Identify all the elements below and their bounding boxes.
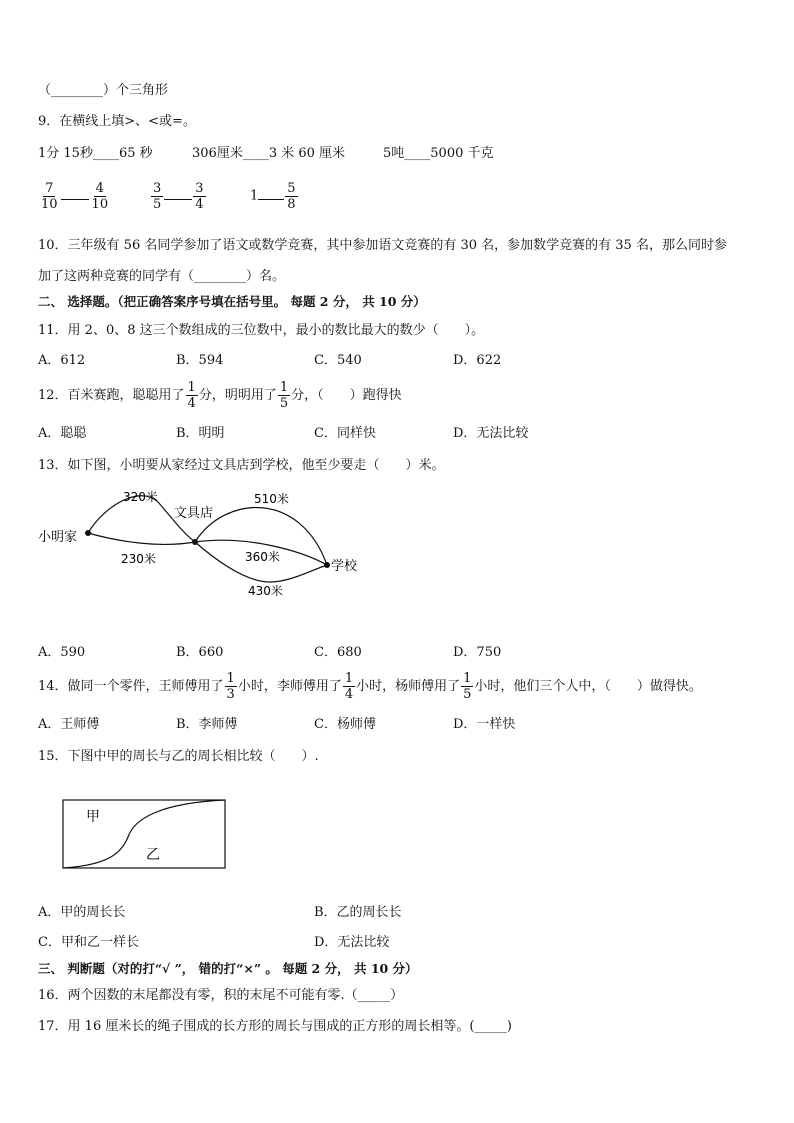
q15-option-a[interactable]: A．甲的周长长 — [38, 905, 126, 920]
numerator: 1 — [187, 380, 196, 395]
route-home-store-lower — [88, 533, 195, 544]
denominator: 8 — [287, 197, 296, 212]
q9-fraction-compare-c — [250, 181, 299, 212]
distance-label-360: 360米 — [245, 550, 280, 564]
store-point — [192, 539, 198, 545]
school-label: 学校 — [331, 559, 358, 574]
q9-item-1: 1分 15秒____65 秒 — [38, 146, 153, 161]
q15-option-d[interactable]: D．无法比较 — [314, 935, 390, 950]
q14-text-mid-1: 小时，李师傅用了 — [237, 679, 342, 694]
numerator: 1 — [226, 671, 235, 686]
fraction — [343, 671, 355, 702]
distance-label-320: 320米 — [123, 490, 158, 504]
q13-option-c[interactable]: C．680 — [314, 645, 362, 660]
q11-option-a[interactable]: A．612 — [38, 353, 86, 368]
q14-option-b[interactable]: B．李师傅 — [176, 717, 238, 732]
denominator: 4 — [195, 197, 204, 212]
denominator: 10 — [91, 197, 109, 212]
section-2-heading: 二、 选择题。（把正确答案序号填在括号里。 每题 2 分， 共 10 分） — [38, 294, 426, 309]
numerator: 4 — [95, 181, 104, 196]
answer-blank[interactable] — [164, 199, 192, 200]
store-label: 文具店 — [174, 506, 214, 521]
denominator: 5 — [279, 396, 289, 411]
q15-option-c[interactable]: C．甲和乙一样长 — [38, 935, 139, 950]
fraction — [151, 181, 163, 212]
fraction — [90, 181, 111, 212]
q14-option-c[interactable]: C．杨师傅 — [314, 717, 376, 732]
q13-option-b[interactable]: B．660 — [176, 645, 224, 660]
q12-option-c[interactable]: C．同样快 — [314, 426, 376, 441]
numerator: 1 — [279, 380, 289, 395]
q12-text-mid: 分，明明用了 — [198, 388, 277, 403]
q16-statement: 16．两个因数的末尾都没有零，积的末尾不可能有零.（_____） — [38, 988, 404, 1003]
q11-stem: 11．用 2、0、8 这三个数组成的三位数中，最小的数比最大的数少（ ）。 — [38, 323, 485, 338]
numerator: 5 — [287, 181, 296, 196]
q14-text-pre: 14．做同一个零件，王师傅用了 — [38, 679, 224, 694]
q9-item-2: 306厘米____3 米 60 厘米 — [192, 146, 346, 161]
numerator: 3 — [153, 181, 162, 196]
q9-fraction-compare-b — [150, 181, 207, 212]
distance-label-510: 510米 — [254, 492, 289, 506]
q9-item-3: 5吨____5000 千克 — [383, 146, 494, 161]
q12-option-b[interactable]: B．明明 — [176, 426, 225, 441]
answer-blank[interactable] — [258, 199, 284, 200]
numerator: 7 — [45, 181, 54, 196]
q12-text-pre: 12．百米赛跑，聪聪用了 — [38, 388, 185, 403]
fraction — [278, 380, 290, 411]
whole-number: 1 — [250, 188, 259, 204]
q9-stem: 9．在横线上填>、<或=。 — [38, 114, 196, 129]
fraction — [285, 181, 297, 212]
q15-option-b[interactable]: B．乙的周长长 — [314, 905, 402, 920]
q15-figure — [60, 797, 230, 873]
q13-option-d[interactable]: D．750 — [453, 645, 502, 660]
denominator: 5 — [153, 197, 162, 212]
q14-stem — [38, 671, 702, 702]
fraction — [193, 181, 205, 212]
numerator: 1 — [463, 671, 472, 686]
denominator: 10 — [41, 197, 58, 212]
home-point — [85, 530, 91, 536]
q12-option-a[interactable]: A．聪聪 — [38, 426, 87, 441]
q12-stem — [38, 380, 402, 411]
denominator: 4 — [344, 687, 354, 702]
school-point — [324, 562, 330, 568]
denominator: 3 — [226, 687, 235, 702]
q13-route-diagram — [0, 480, 400, 610]
q13-stem: 13．如下图，小明要从家经过文具店到学校，他至少要走（ ）米。 — [38, 458, 445, 473]
denominator: 5 — [463, 687, 472, 702]
section-3-heading: 三、 判断题（对的打“√ ”， 错的打“×” 。 每题 2 分， 共 10 分） — [38, 961, 418, 976]
region-jia-label: 甲 — [86, 809, 100, 825]
q14-text-mid-2: 小时，杨师傅用了 — [356, 679, 461, 694]
q12-text-post: 分，（ ）跑得快 — [291, 388, 402, 403]
q11-option-c[interactable]: C．540 — [314, 353, 362, 368]
denominator: 4 — [187, 396, 196, 411]
q9-fraction-compare-a — [38, 181, 111, 212]
q14-option-a[interactable]: A．王师傅 — [38, 717, 100, 732]
q14-text-post: 小时，他们三个人中，（ ）做得快。 — [474, 679, 702, 694]
q12-option-d[interactable]: D．无法比较 — [453, 426, 529, 441]
q11-option-d[interactable]: D．622 — [453, 353, 502, 368]
fraction — [225, 671, 237, 702]
distance-label-430: 430米 — [248, 584, 283, 598]
numerator: 3 — [195, 181, 204, 196]
q10-line-1: 10．三年级有 56 名同学参加了语文或数学竞赛，其中参加语文竞赛的有 30 名，参加数学竞赛的有 35 名，那么同时参 — [38, 238, 727, 253]
region-yi-label: 乙 — [146, 847, 160, 863]
q10-line-2: 加了这两种竞赛的同学有（________）名。 — [38, 269, 286, 284]
fraction — [186, 380, 198, 411]
fraction — [461, 671, 473, 702]
distance-label-230: 230米 — [121, 552, 156, 566]
numerator: 1 — [344, 671, 354, 686]
fraction — [39, 181, 60, 212]
answer-blank[interactable] — [61, 199, 89, 200]
q15-stem: 15．下图中甲的周长与乙的周长相比较（ ）. — [38, 749, 319, 764]
home-label: 小明家 — [38, 530, 78, 545]
q13-option-a[interactable]: A．590 — [38, 645, 86, 660]
q8-tail: （________）个三角形 — [38, 83, 169, 98]
q11-option-b[interactable]: B．594 — [176, 353, 224, 368]
q17-statement: 17．用 16 厘米长的绳子围成的长方形的周长与围成的正方形的周长相等。(_____) — [38, 1019, 512, 1034]
q14-option-d[interactable]: D．一样快 — [453, 717, 516, 732]
